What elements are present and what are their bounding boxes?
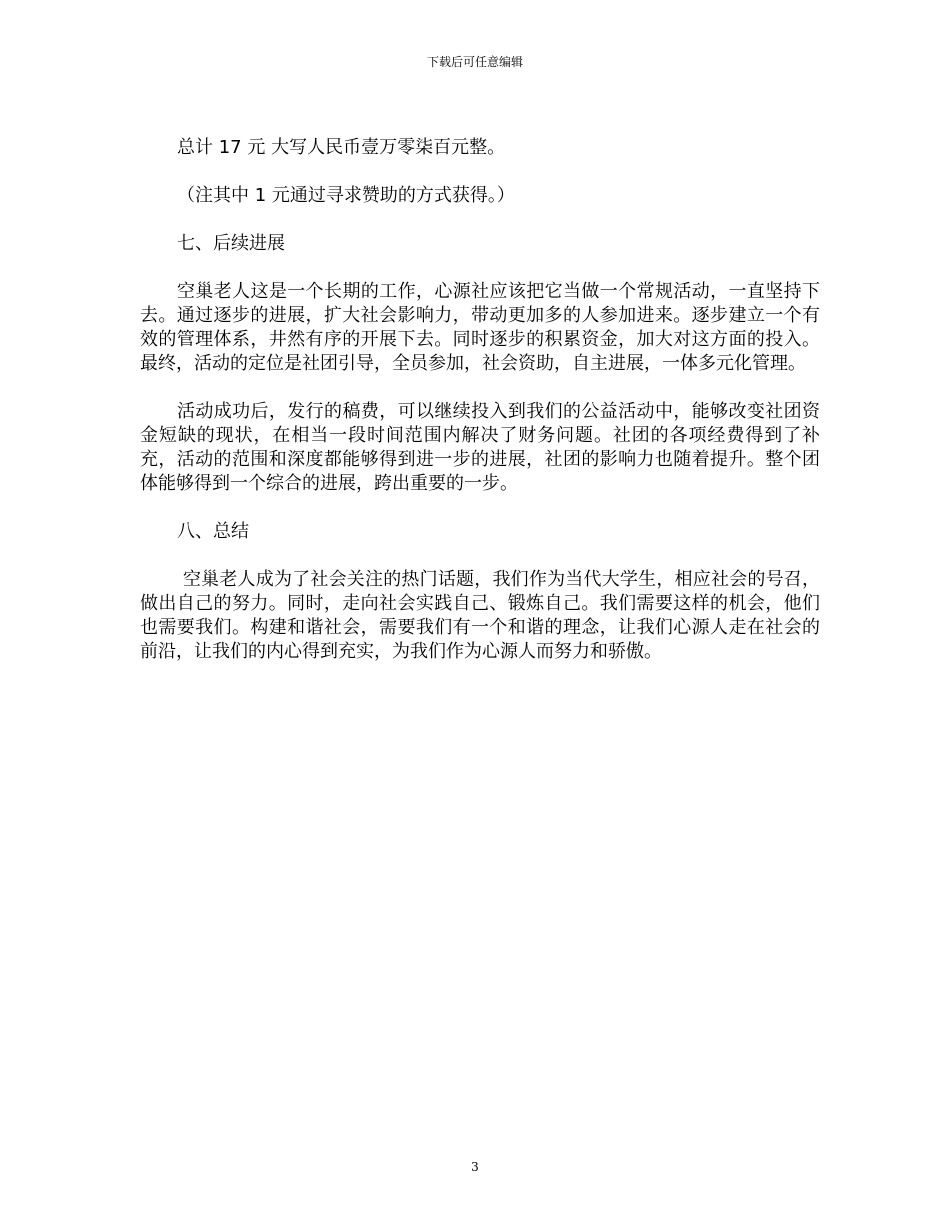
page-header: 下载后可任意编辑 xyxy=(426,55,523,69)
page-number: 3 xyxy=(471,1160,479,1174)
section-heading-summary: 八、总结 xyxy=(177,521,249,542)
total-amount-paragraph: 总计 17 元 大写人民币壹万零柒百元整。 xyxy=(177,137,506,158)
sponsorship-note-paragraph: （注其中 1 元通过寻求赞助的方式获得。） xyxy=(177,185,515,206)
follow-up-paragraph-1: 空巢老人这是一个长期的工作，心源社应该把它当做一个常规活动，一直坚持下去。通过逐步的进展，扩大社会影响力，带动更加多的人参加进来。逐步建立一个有效的管理体系，井然有序的开展下去。同时逐步的积累资金，加大对这方面的投入。最终，活动的定位是社团引导，全员参加，社会资助，自主进展，一体多元化管理。 xyxy=(140,281,820,374)
document-body xyxy=(140,136,820,688)
section-heading-follow-up: 七、后续进展 xyxy=(177,233,285,254)
follow-up-paragraph-2: 活动成功后，发行的稿费，可以继续投入到我们的公益活动中，能够改变社团资金短缺的现状，在相当一段时间范围内解决了财务问题。社团的各项经费得到了补充，活动的范围和深度都能够得到进一步的进展，社团的影响力也随着提升。整个团体能够得到一个综合的进展，跨出重要的一步。 xyxy=(140,401,820,494)
summary-paragraph: 空巢老人成为了社会关注的热门话题，我们作为当代大学生，相应社会的号召，做出自己的努力。同时，走向社会实践自己、锻炼自己。我们需要这样的机会，他们也需要我们。构建和谐社会，需要我们有一个和谐的理念，让我们心源人走在社会的前沿，让我们的内心得到充实，为我们作为心源人而努力和骄傲。 xyxy=(140,569,820,662)
